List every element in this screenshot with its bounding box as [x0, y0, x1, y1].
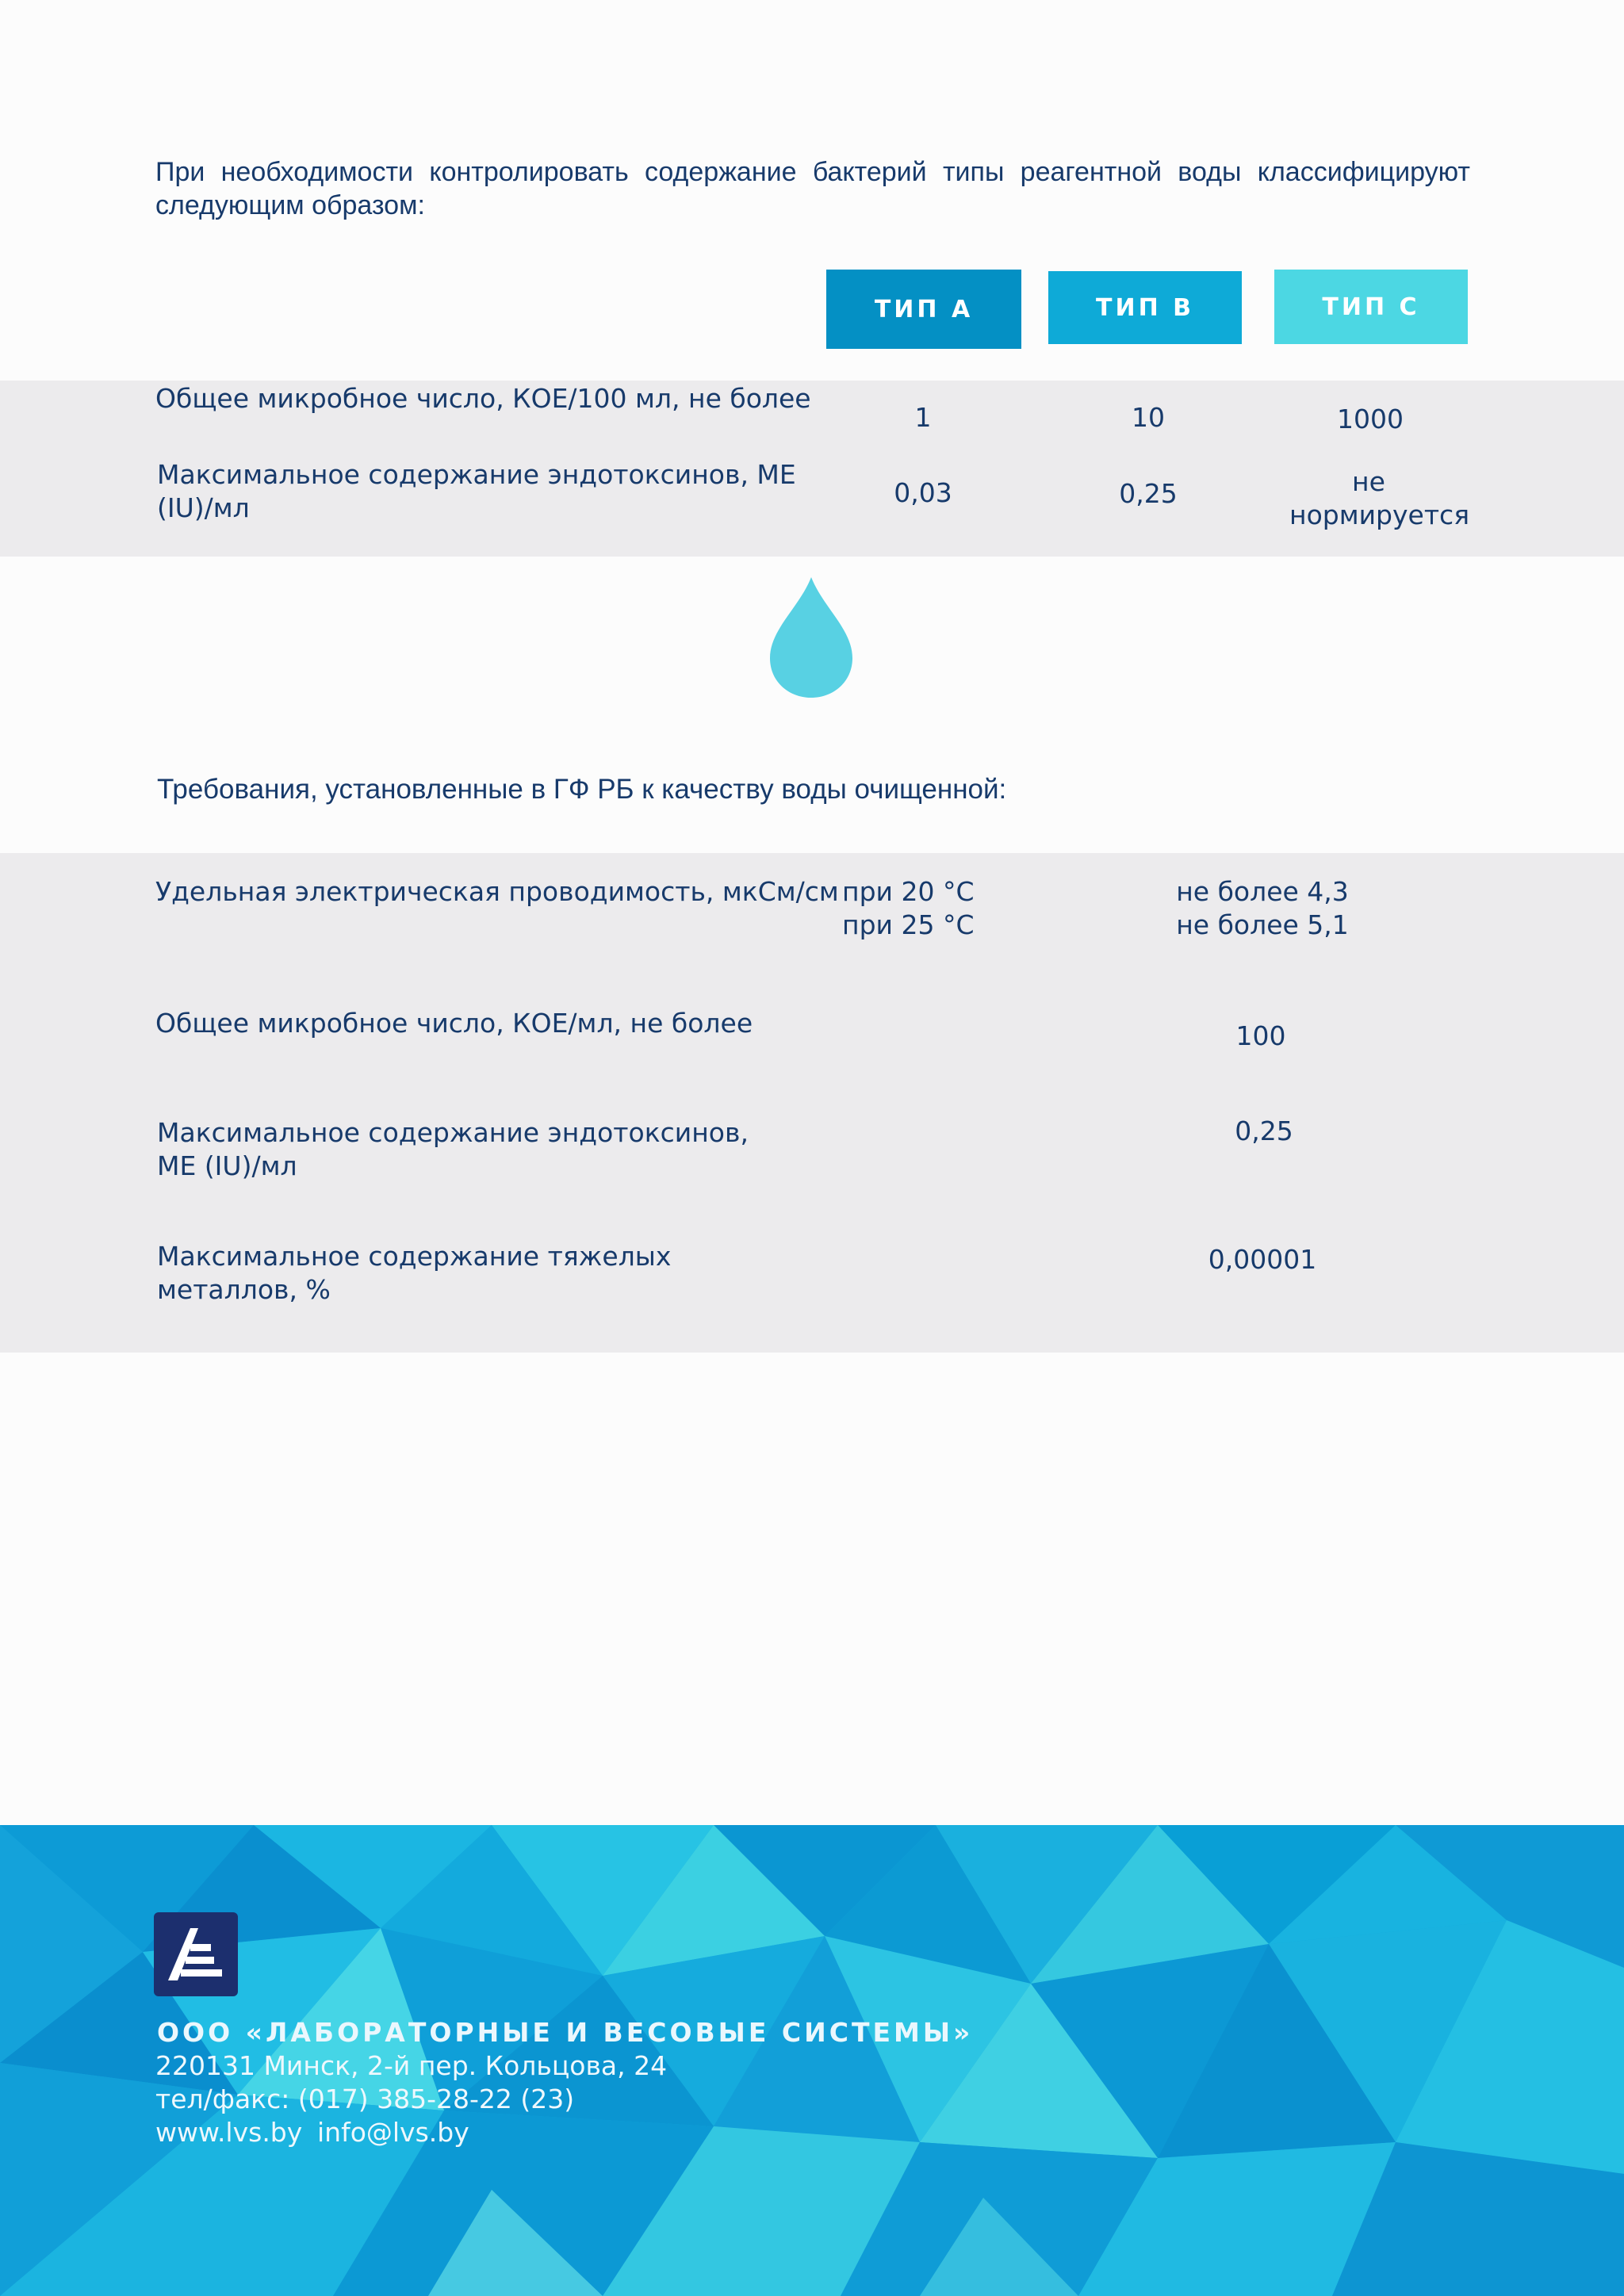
- company-name: ООО «ЛАБОРАТОРНЫЕ И ВЕСОВЫЕ СИСТЕМЫ»: [157, 2017, 974, 2048]
- row-endotoxin-label-line2: (IU)/мл: [157, 492, 250, 523]
- endotoxin-label-line2: МЕ (IU)/мл: [157, 1150, 297, 1181]
- microbial-label: Общее микробное число, КОЕ/мл, не более: [155, 1008, 753, 1039]
- conductivity-label: Удельная электрическая проводимость, мкСм/см: [155, 876, 839, 907]
- conductivity-value-25: не более 5,1: [1176, 909, 1349, 940]
- endotoxin-label-line1: Максимальное содержание эндотоксинов,: [157, 1117, 749, 1148]
- heavy-metals-value: 0,00001: [1208, 1244, 1317, 1275]
- heavy-metals-label-line1: Максимальное содержание тяжелых: [157, 1241, 672, 1272]
- company-address: 220131 Минск, 2-й пер. Кольцова, 24: [155, 2050, 668, 2081]
- bacteria-table: [0, 381, 1624, 557]
- lvs-logo-icon: [154, 1912, 238, 1996]
- water-drop-icon: [768, 576, 855, 699]
- requirements-table: [0, 853, 1624, 1353]
- row-microbial-label: Общее микробное число, КОЕ/100 мл, не более: [155, 383, 811, 414]
- email-link[interactable]: info@lvs.by: [317, 2117, 469, 2148]
- microbial-value: 100: [1235, 1020, 1286, 1051]
- row-endotoxin-value-b: 0,25: [1119, 478, 1178, 509]
- conductivity-value-20: не более 4,3: [1176, 876, 1349, 907]
- conductivity-condition-20: при 20 °С: [842, 876, 975, 907]
- type-b-header: ТИП В: [1048, 271, 1242, 344]
- website-link[interactable]: www.lvs.by: [155, 2117, 303, 2148]
- heavy-metals-label-line2: металлов, %: [157, 1274, 331, 1305]
- conductivity-condition-25: при 25 °С: [842, 909, 975, 940]
- type-a-header: ТИП А: [826, 270, 1021, 349]
- company-phone: тел/факс: (017) 385-28-22 (23): [155, 2084, 575, 2114]
- row-microbial-value-b: 10: [1132, 402, 1165, 433]
- endotoxin-value: 0,25: [1235, 1115, 1293, 1146]
- requirements-title: Требования, установленные в ГФ РБ к качеству воды очищенной:: [157, 774, 1007, 805]
- row-endotoxin-value-c-line2: нормируется: [1289, 499, 1470, 530]
- row-endotoxin-value-a: 0,03: [894, 477, 952, 508]
- row-microbial-value-c: 1000: [1337, 404, 1404, 434]
- type-c-header: ТИП С: [1274, 270, 1468, 344]
- row-endotoxin-value-c-line1: не: [1352, 466, 1385, 497]
- row-endotoxin-label-line1: Максимальное содержание эндотоксинов, МЕ: [157, 459, 796, 490]
- row-microbial-value-a: 1: [914, 402, 932, 433]
- intro-paragraph: При необходимости контролировать содержание бактерий типы реагентной воды классифицируют следующим образом:: [155, 157, 1470, 220]
